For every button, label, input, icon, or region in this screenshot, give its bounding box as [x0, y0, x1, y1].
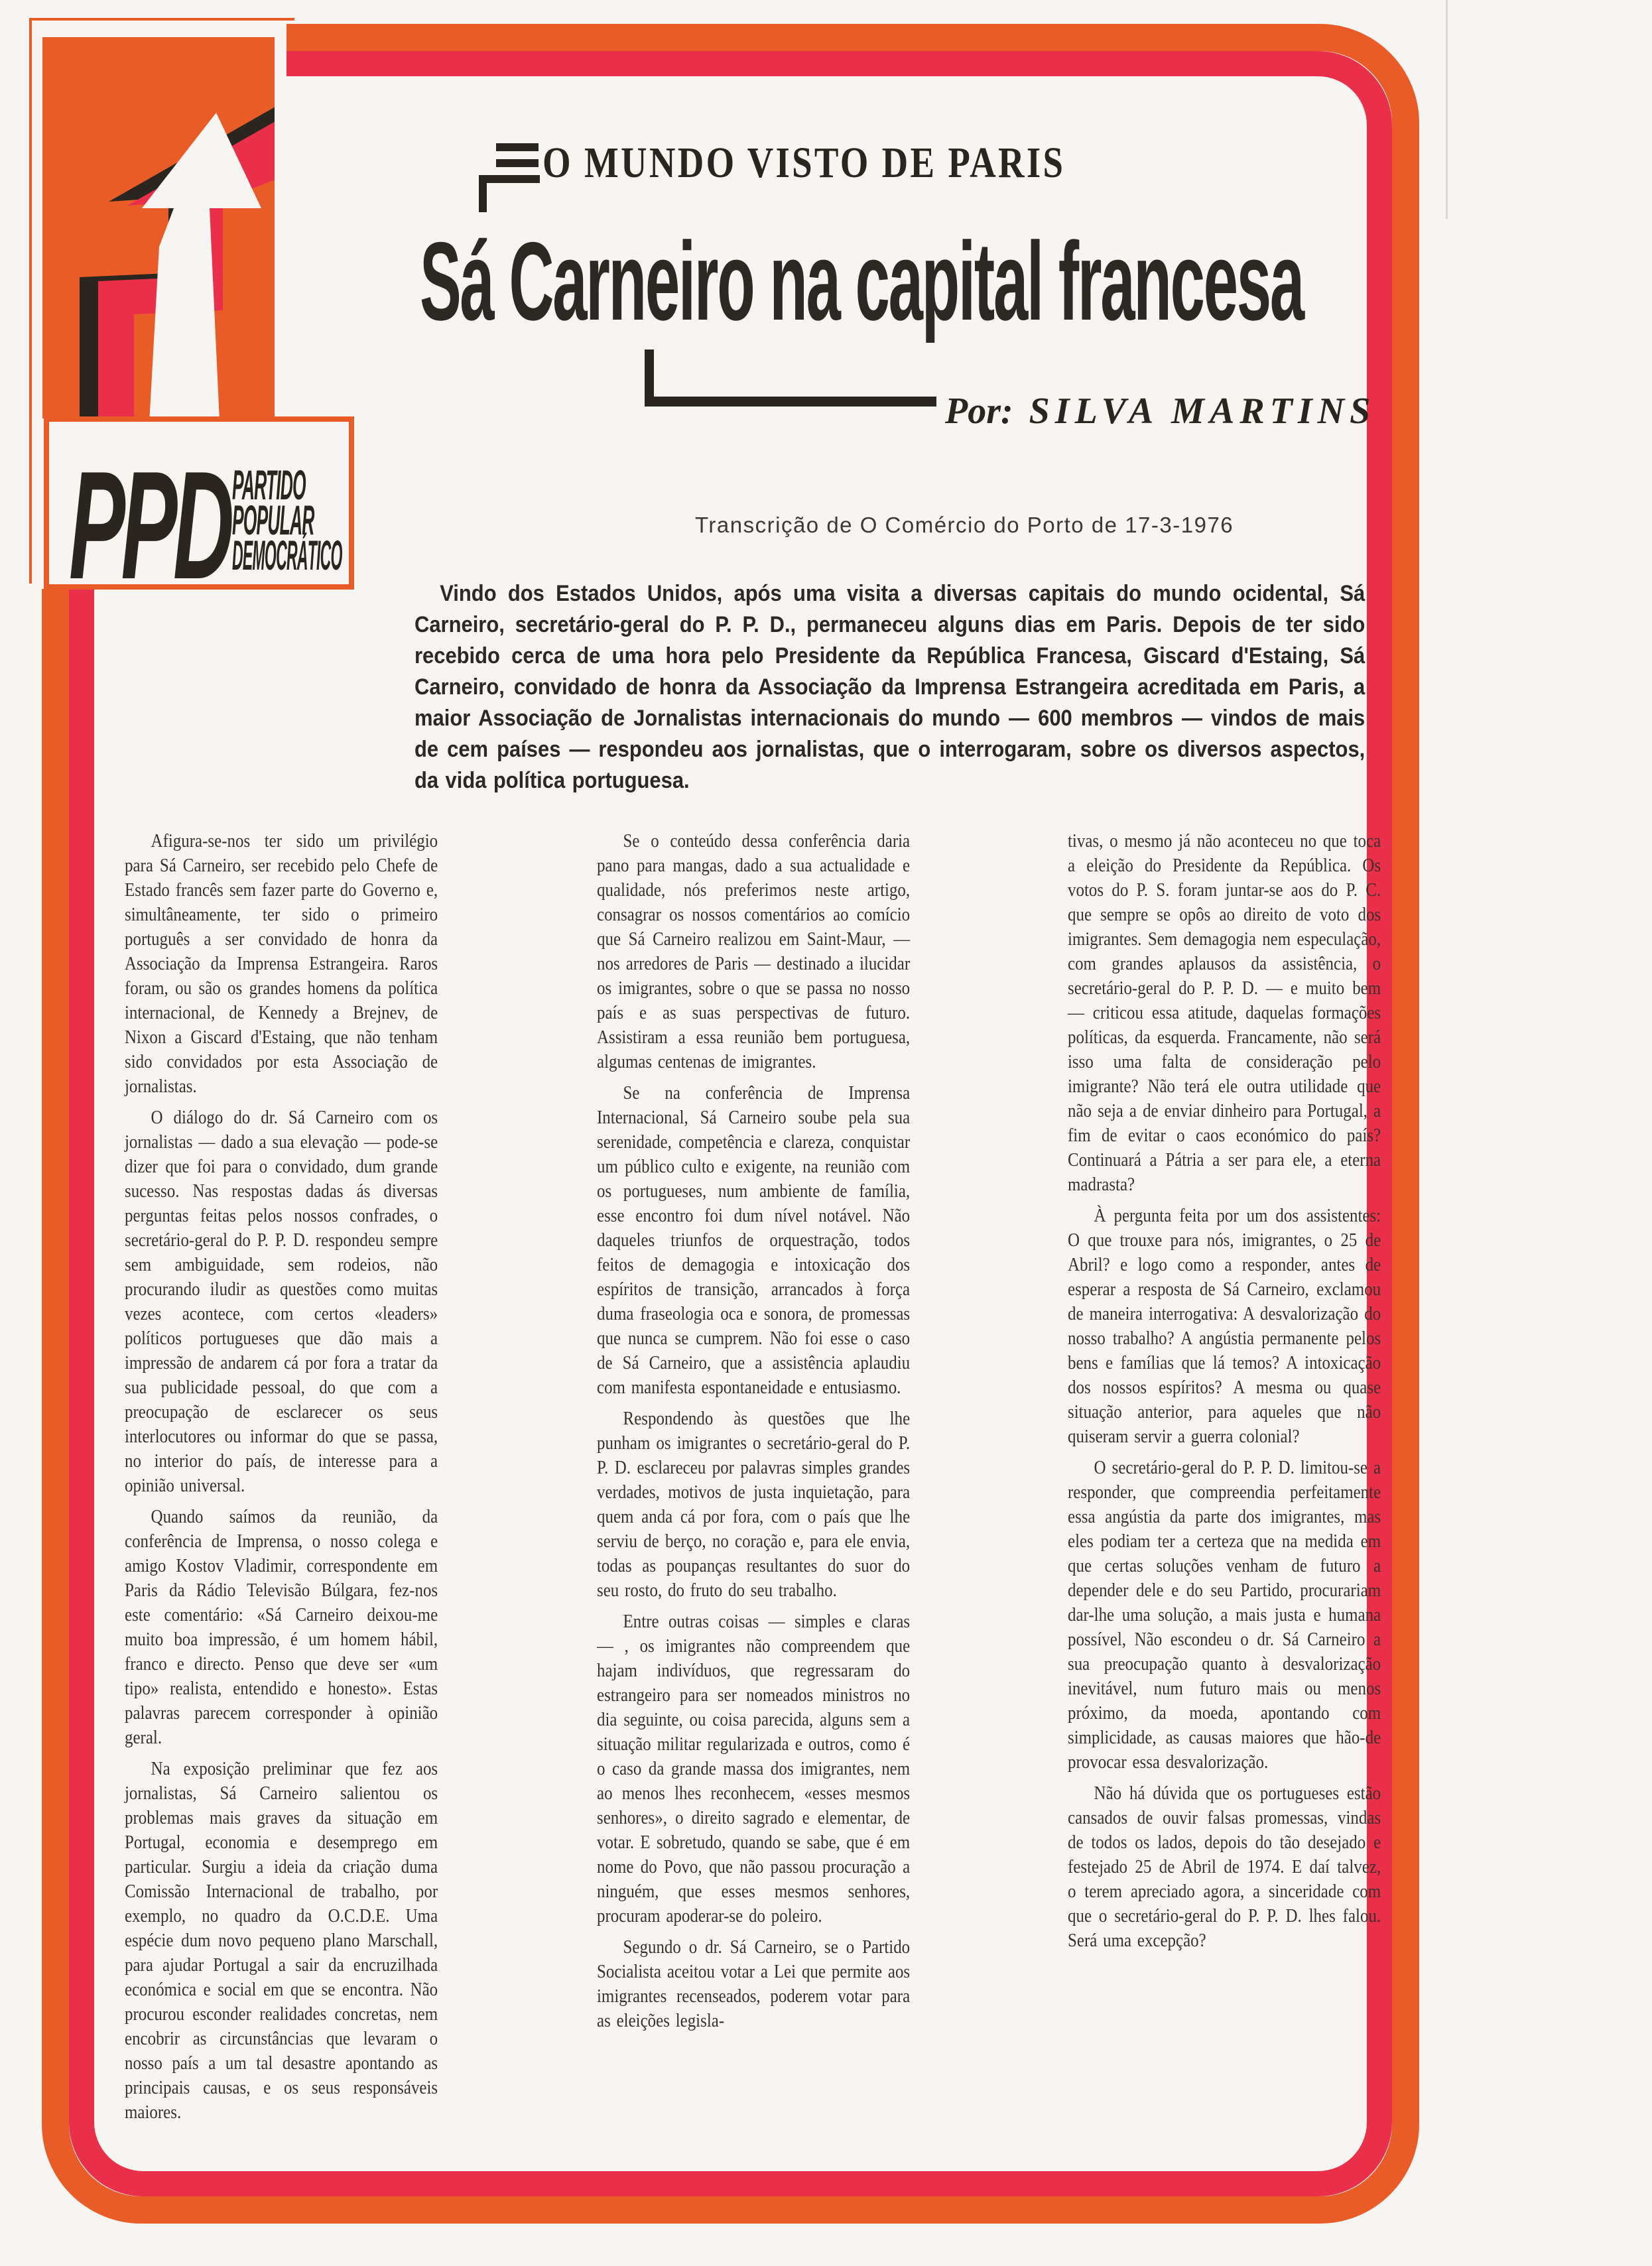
article-column-2	[597, 829, 910, 2040]
party-name	[232, 462, 533, 579]
text-line: Afigura-se-nos ter sido um privilégio para Sá Carneiro, ser recebido pelo Chefe de Estado francês sem fazer parte do Governo e, simultâneamente, ter sido o primeiro português a ser convidado de honra da Associação da Imprensa Estrangeira. Raros foram, ou são os grandes homens da política internacional, de Kennedy a Brejnev, de Nixon a Giscard d'Estaing, que não tenham sido convidados por esta Associação de jornalistas.	[125, 830, 438, 1097]
text-line: À pergunta feita por um dos assistentes: O que trouxe para nós, imigrantes, o 25 de Abril? e logo como a responder, antes de esperar a resposta de Sá Carneiro, exclamou de maneira interrogativa: A desvalorização do nosso trabalho? A angústia permanente pelos bens e famílias que lá temos? A intoxicação dos nossos espíritos? A mesma ou quase situação anterior, para aqueles que não quiseram servir a guerra colonial?	[1068, 1205, 1381, 1447]
text-line: Se o conteúdo dessa conferência daria pano para mangas, dado a sua actualidade e qualidade, nós preferimos neste artigo, consagrar os nossos comentários ao comício que Sá Carneiro realizou em Saint-Maur, — nos arredores de Paris — destinado a ilucidar os imigrantes, sobre o que se passa no nosso país e as suas perspectivas de futuro. Assistiram a essa reunião bem portuguesa, algumas centenas de imigrantes.	[597, 830, 911, 1072]
text-line: tivas, o mesmo já não aconteceu no que toca a eleição do Presidente da República. Os votos do P. S. foram juntar-se aos do P. C. que sempre se opôs ao direito de voto dos imigrantes. Sem demagogia nem especulação, com grandes aplausos da assistência, o secretário-geral do P. P. D. — e muito bem — criticou essa atitude, daquelas formações políticas, da esquerda. Francamente, não será isso uma falta de consideração pelo imigrante? Não terá ele outra utilidade que não seja a de enviar dinheiro para Portugal, a fim de evitar o caos económico do país? Continuará a Pátria a ser para ele, a eterna madrasta?	[1068, 830, 1381, 1195]
text-line: DEMOCRÁTICO	[232, 533, 342, 579]
section-kicker: O MUNDO VISTO DE PARIS	[542, 139, 1066, 187]
thin-rule-left	[29, 18, 32, 584]
transcription-source: Transcrição de O Comércio do Porto de 17-3-1976	[695, 513, 1234, 537]
text-line: O secretário-geral do P. P. D. limitou-se a responder, que compreendia perfeitamente essa angústia da parte dos imigrantes, mas eles podiam ter a certeza que na medida em que certas soluções venham de futuro a depender dele e do seu Partido, procurariam dar-lhe uma solução, a mais justa e humana possível, Não escondeu o dr. Sá Carneiro a sua preocupação quanto à desvalorização inevitável, num futuro mais ou menos próximo, da moeda, apontando com simplicidade, as causas maiores que hão-de provocar essa desvalorização.	[1068, 1457, 1381, 1773]
article-column-1	[125, 829, 438, 2131]
paper-edge-shadow	[1446, 0, 1448, 219]
text-line: Na exposição preliminar que fez aos jornalistas, Sá Carneiro salientou os problemas mais graves da situação em Portugal, economia e desemprego em particular. Surgiu a ideia da criação duma Comissão Internacional de trabalho, por exemplo, no quadro da O.C.D.E. Uma espécie dum novo pequeno plano Marschall, para ajudar Portugal a sair da encruzilhada económica e social em que se encontra. Não procurou esconder realidades concretas, nem encobrir as circunstâncias que levaram o nosso país a um tal desastre apontando as principais causas, e os seus responsáveis maiores.	[125, 1758, 438, 2123]
header-bracket-stem-icon	[479, 175, 487, 212]
ppd-acronym: PPD	[69, 440, 230, 611]
text-line: O diálogo do dr. Sá Carneiro com os jornalistas — dado a sua elevação — pode-se dizer que foi para o convidado, dum grande sucesso. Nas respostas dadas ás diversas perguntas feitas pelos nossos confrades, o secretário-geral do P. P. D. respondeu sempre sem ambiguidade, sem rodeios, não procurando iludir as questões como muitas vezes acontece, com certos «leaders» políticos portugueses que dão mais a impressão de andarem cá por fora a tratar da sua publicidade pessoal, do que com a preocupação de esclarecer os seus interlocutores ou informar do que se passa, no interior do país, de interesse para a opinião universal.	[125, 1107, 438, 1496]
text-line: Se na conferência de Imprensa Internacional, Sá Carneiro soube pela sua serenidade, competência e clareza, conquistar um público culto e exigente, na reunião com os portugueses, num ambiente de família, esse encontro foi dum nível notável. Não daqueles triunfos de orquestração, todos feitos de demagogia e intoxicação dos espíritos de transição, arrancados à força duma fraseologia oca e sonora, de promessas que nunca se cumprem. Não foi esse o caso de Sá Carneiro, que a assistência aplaudiu com manifesta espontaneidade e entusiasmo.	[597, 1082, 911, 1398]
text-line: Entre outras coisas — simples e claras — , os imigrantes não compreendem que hajam indivíduos, que regressaram do estrangeiro para ser nomeados ministros no dia seguinte, ou coisa parecida, alguns sem a situação militar regularizada e outros, como é o caso da grande massa dos imigrantes, nem ao menos lhes reconhecem, «esses mesmos senhores», o direito sagrado e elementar, de votar. E sobretudo, quando se sabe, que é em nome do Povo, que não passou procuração a ninguém, que esses mesmos senhores, procuram apoderar-se do poleiro.	[597, 1611, 911, 1926]
ppd-logo-box	[44, 416, 354, 611]
text-line: Segundo o dr. Sá Carneiro, se o Partido Socialista aceitou votar a Lei que permite aos imigrantes recenseados, poderem votar para as eleições legisla-	[597, 1936, 911, 2031]
header-bracket-bar-icon	[496, 143, 539, 151]
text-line: Respondendo às questões que lhe punham os imigrantes o secretário-geral do P. P. D. esclareceu por palavras simples grandes verdades, motivos de justa inquietação, para quem anda cá por fora, com o país que lhe serviu de berço, no coração e, para ele envia, todas as poupanças resultantes do suor do seu rosto, do fruto do seu trabalho.	[597, 1408, 911, 1601]
text-line: Não há dúvida que os portugueses estão cansados de ouvir falsas promessas, vindas de todos os lados, depois do tão desejado e festejado 25 de Abril de 1974. E daí talvez, o terem apreciado agora, a sinceridade com que o secretário-geral do P. P. D. lhes falou. Será uma excepção?	[1068, 1783, 1381, 1951]
lead-paragraph: Vindo dos Estados Unidos, após uma visita a diversas capitais do mundo ocidental, Sá Carneiro, secretário-geral do P. P. D., permaneceu alguns dias em Paris. Depois de ter sido recebido cerca de uma hora pelo Presidente da República Francesa, Giscard d'Estaing, Sá Carneiro, convidado de honra da Associação da Imprensa Estrangeira acreditada em Paris, a maior Associação de Jornalistas internacionais do mundo — 600 membros — vindos de mais de cem países — respondeu aos jornalistas, que o interrogaram, sobre os diversos aspectos, da vida política portuguesa.	[414, 581, 1366, 793]
ppd-arrow-logo-icon	[42, 37, 275, 418]
text-line: Quando saímos da reunião, da conferência de Imprensa, o nosso colega e amigo Kostov Vladimir, correspondente em Paris da Rádio Televisão Búlgara, fez-nos este comentário: «Sá Carneiro deixou-me muito boa impressão, é um homem hábil, franco e directo. Penso que deve ser «um tipo» realista, entendido e honesto». Estas palavras parecem corresponder à opinião geral.	[125, 1506, 438, 1748]
byline-rule-icon	[645, 397, 936, 407]
header-bracket-bar-icon	[479, 175, 540, 183]
byline-author: SILVA MARTINS	[1029, 391, 1376, 432]
article-column-3	[1068, 829, 1381, 1960]
article-headline: Sá Carneiro na capital francesa	[420, 219, 1303, 344]
text-line: PARTIDO	[232, 462, 306, 509]
header-bracket-bar-icon	[496, 159, 539, 167]
arrow-bolt-graphic	[42, 37, 275, 418]
thin-rule-top	[29, 18, 294, 21]
text-line: POPULAR	[232, 497, 314, 544]
byline-label: Por:	[945, 391, 1013, 432]
byline	[945, 393, 1375, 430]
